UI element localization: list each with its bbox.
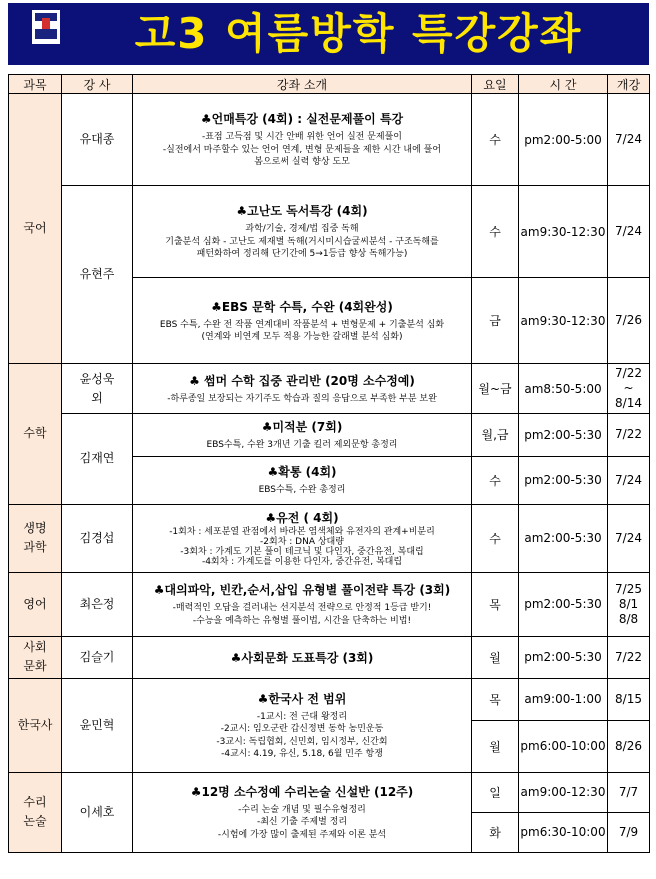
start-cell: 7/24 xyxy=(608,504,650,572)
time-cell: pm6:00-10:00 xyxy=(519,720,608,772)
course-line: 패턴화하여 정리해 단기간에 5→1등급 향상 독해가능) xyxy=(196,249,408,260)
course-line: -매력적인 오답을 걸러내는 선지분석 전략으로 안정적 1등급 받기! xyxy=(172,603,432,613)
teacher-cell: 유현주 xyxy=(62,186,133,364)
table-row xyxy=(9,572,650,636)
header-subject: 과목 xyxy=(9,75,62,94)
day-cell: 월,금 xyxy=(472,414,519,457)
course-title: ♣고난도 독서특강 (4회) xyxy=(236,204,368,219)
course-cell xyxy=(133,772,472,852)
course-title: ♣12명 소수정예 수리논술 신설반 (12주) xyxy=(190,784,414,799)
day-cell: 화 xyxy=(472,812,519,852)
table-row xyxy=(9,186,650,278)
table-row xyxy=(9,678,650,720)
header-day: 요일 xyxy=(472,75,519,94)
course-line: -최신 기출 주제별 정리 xyxy=(256,817,348,828)
start-cell: 7/24 xyxy=(608,456,650,504)
course-table xyxy=(8,74,650,853)
course-line: -4회차 : 가계도를 이용한 다인자, 중간유전, 복대립 xyxy=(201,557,403,567)
day-cell: 월~금 xyxy=(472,364,519,414)
time-cell: pm2:00-5:30 xyxy=(519,572,608,636)
day-cell: 월 xyxy=(472,720,519,772)
course-line: -하루종일 보장되는 자기주도 학습과 질의 응답으로 부족한 부분 보완 xyxy=(167,393,437,404)
course-line: 과학/기술, 경제/법 집중 독해 xyxy=(245,224,359,235)
day-cell: 월 xyxy=(472,636,519,678)
day-cell: 목 xyxy=(472,678,519,720)
subject-cell: 한국사 xyxy=(9,678,62,772)
time-cell: am9:30-12:30 xyxy=(519,278,608,364)
day-cell: 목 xyxy=(472,572,519,636)
subject-cell: 사회 문화 xyxy=(9,636,62,678)
teacher-cell: 윤성욱 외 xyxy=(62,364,133,414)
course-title: ♣언매특강 (4회) : 실전문제풀이 특강 xyxy=(200,112,404,127)
teacher-cell: 유대종 xyxy=(62,94,133,186)
start-cell: 7/25 8/1 8/8 xyxy=(608,572,650,636)
table-row xyxy=(9,772,650,812)
subject-cell: 수리 논술 xyxy=(9,772,62,852)
teacher-cell: 김슬기 xyxy=(62,636,133,678)
start-cell: 7/22 xyxy=(608,414,650,457)
time-cell: pm2:00-5:00 xyxy=(519,94,608,186)
start-cell: 7/24 xyxy=(608,94,650,186)
course-line: -시험에 가장 많이 출제된 주제와 이론 분석 xyxy=(217,829,387,840)
table-row xyxy=(9,636,650,678)
time-cell: am2:00-5:30 xyxy=(519,504,608,572)
title-banner xyxy=(8,3,649,65)
course-line: -2회차 : DNA 상대량 xyxy=(260,537,344,547)
start-cell: 7/9 xyxy=(608,812,650,852)
teacher-cell: 최은정 xyxy=(62,572,133,636)
start-cell: 7/26 xyxy=(608,278,650,364)
course-cell xyxy=(133,414,472,457)
subject-cell: 수학 xyxy=(9,364,62,505)
course-line: -3교시: 독립협회, 신민회, 임시정부, 신간회 xyxy=(216,736,388,747)
start-cell: 7/22 xyxy=(608,636,650,678)
course-line: -3회차 : 가계도 기본 풀이 테크닉 및 다인자, 중간유전, 복대립 xyxy=(180,547,424,557)
course-line: 기출분석 심화 - 고난도 제재별 독해(거시미시습굴씨분석 - 구조독해를 xyxy=(165,236,439,247)
course-line: -1회차 : 세포분열 관점에서 바라본 염색체와 유전자의 관계+비분리 xyxy=(169,527,435,537)
course-line: EBS 수특, 수완 전 작품 연계대비 작품분석 + 변형문제 + 기출분석 심화 xyxy=(159,319,445,330)
time-cell: pm2:00-5:30 xyxy=(519,456,608,504)
teacher-cell: 윤민혁 xyxy=(62,678,133,772)
table-row xyxy=(9,94,650,186)
course-title: ♣대의파악, 빈칸,순서,삽입 유형별 풀이전략 특강 (3회) xyxy=(153,583,451,597)
subject-cell: 영어 xyxy=(9,572,62,636)
subject-cell: 생명 과학 xyxy=(9,504,62,572)
header-row xyxy=(9,75,650,94)
day-cell: 수 xyxy=(472,456,519,504)
course-cell xyxy=(133,504,472,572)
header-start: 개강 xyxy=(608,75,650,94)
course-line: -4교시: 4.19, 유신, 5.18, 6월 민주 항쟁 xyxy=(221,749,383,759)
teacher-cell: 이세호 xyxy=(62,772,133,852)
course-title: ♣미적분 (7회) xyxy=(261,420,343,434)
day-cell: 금 xyxy=(472,278,519,364)
teacher-cell: 김재연 xyxy=(62,414,133,505)
teacher-cell: 김경섭 xyxy=(62,504,133,572)
course-line: (연계와 비연계 모두 적용 가능한 갈래별 분석 심화) xyxy=(201,332,403,342)
course-line: -실전에서 마주할수 있는 언어 연계, 변형 문제들을 제한 시간 내에 풀어 xyxy=(162,144,442,155)
course-title: ♣사회문화 도표특강 (3회) xyxy=(230,650,374,665)
table-row xyxy=(9,364,650,414)
time-cell: am8:50-5:00 xyxy=(519,364,608,414)
time-cell: am9:30-12:30 xyxy=(519,186,608,278)
time-cell: pm2:00-5:30 xyxy=(519,414,608,457)
time-cell: am9:00-12:30 xyxy=(519,772,608,812)
day-cell: 수 xyxy=(472,186,519,278)
time-cell: pm2:00-5:30 xyxy=(519,636,608,678)
course-line: -표점 고득점 및 시간 안배 위한 언어 실전 문제풀이 xyxy=(201,132,402,143)
course-title: ♣확통 (4회) xyxy=(267,465,337,480)
course-cell xyxy=(133,636,472,678)
start-cell: 7/7 xyxy=(608,772,650,812)
day-cell: 수 xyxy=(472,94,519,186)
school-logo-icon xyxy=(32,10,60,44)
subject-cell: 국어 xyxy=(9,94,62,364)
course-title: ♣ 썸머 수학 집중 관리반 (20명 소수정예) xyxy=(189,373,415,388)
course-cell xyxy=(133,278,472,364)
course-line: -수능을 예측하는 유형별 풀이법, 시간을 단축하는 비법! xyxy=(192,615,412,626)
course-title: ♣유전 ( 4회) xyxy=(265,511,339,525)
start-cell: 8/26 xyxy=(608,720,650,772)
course-cell xyxy=(133,94,472,186)
course-line: -수리 논술 개념 및 필수유형정리 xyxy=(238,804,366,815)
course-cell xyxy=(133,186,472,278)
course-title: ♣한국사 전 범위 xyxy=(257,691,347,706)
course-cell xyxy=(133,456,472,504)
time-cell: am9:00-1:00 xyxy=(519,678,608,720)
course-line: 봄으로써 실력 향상 도모 xyxy=(254,157,350,168)
course-cell xyxy=(133,678,472,772)
start-cell: 7/22 ~ 8/14 xyxy=(608,364,650,414)
time-cell: pm6:30-10:00 xyxy=(519,812,608,852)
header-time: 시 간 xyxy=(519,75,608,94)
day-cell: 수 xyxy=(472,504,519,572)
course-cell xyxy=(133,364,472,414)
start-cell: 7/24 xyxy=(608,186,650,278)
course-title: ♣EBS 문학 수특, 수완 (4회완성) xyxy=(211,299,393,314)
table-row xyxy=(9,414,650,457)
day-cell: 일 xyxy=(472,772,519,812)
course-line: EBS수특, 수완 총정리 xyxy=(258,485,346,496)
header-teacher: 강 사 xyxy=(62,75,133,94)
header-course: 강좌 소개 xyxy=(133,75,472,94)
course-cell xyxy=(133,572,472,636)
course-line: EBS수특, 수완 3개년 기출 킬러 제외문항 총정리 xyxy=(206,440,398,450)
page-title: 고3 여름방학 특강강좌 xyxy=(134,9,583,58)
course-line: -1교시: 전 근대 왕정리 xyxy=(256,711,348,722)
course-line: -2교시: 임오군란 갑신정변 동학 농민운동 xyxy=(220,724,384,734)
table-row xyxy=(9,504,650,572)
start-cell: 8/15 xyxy=(608,678,650,720)
